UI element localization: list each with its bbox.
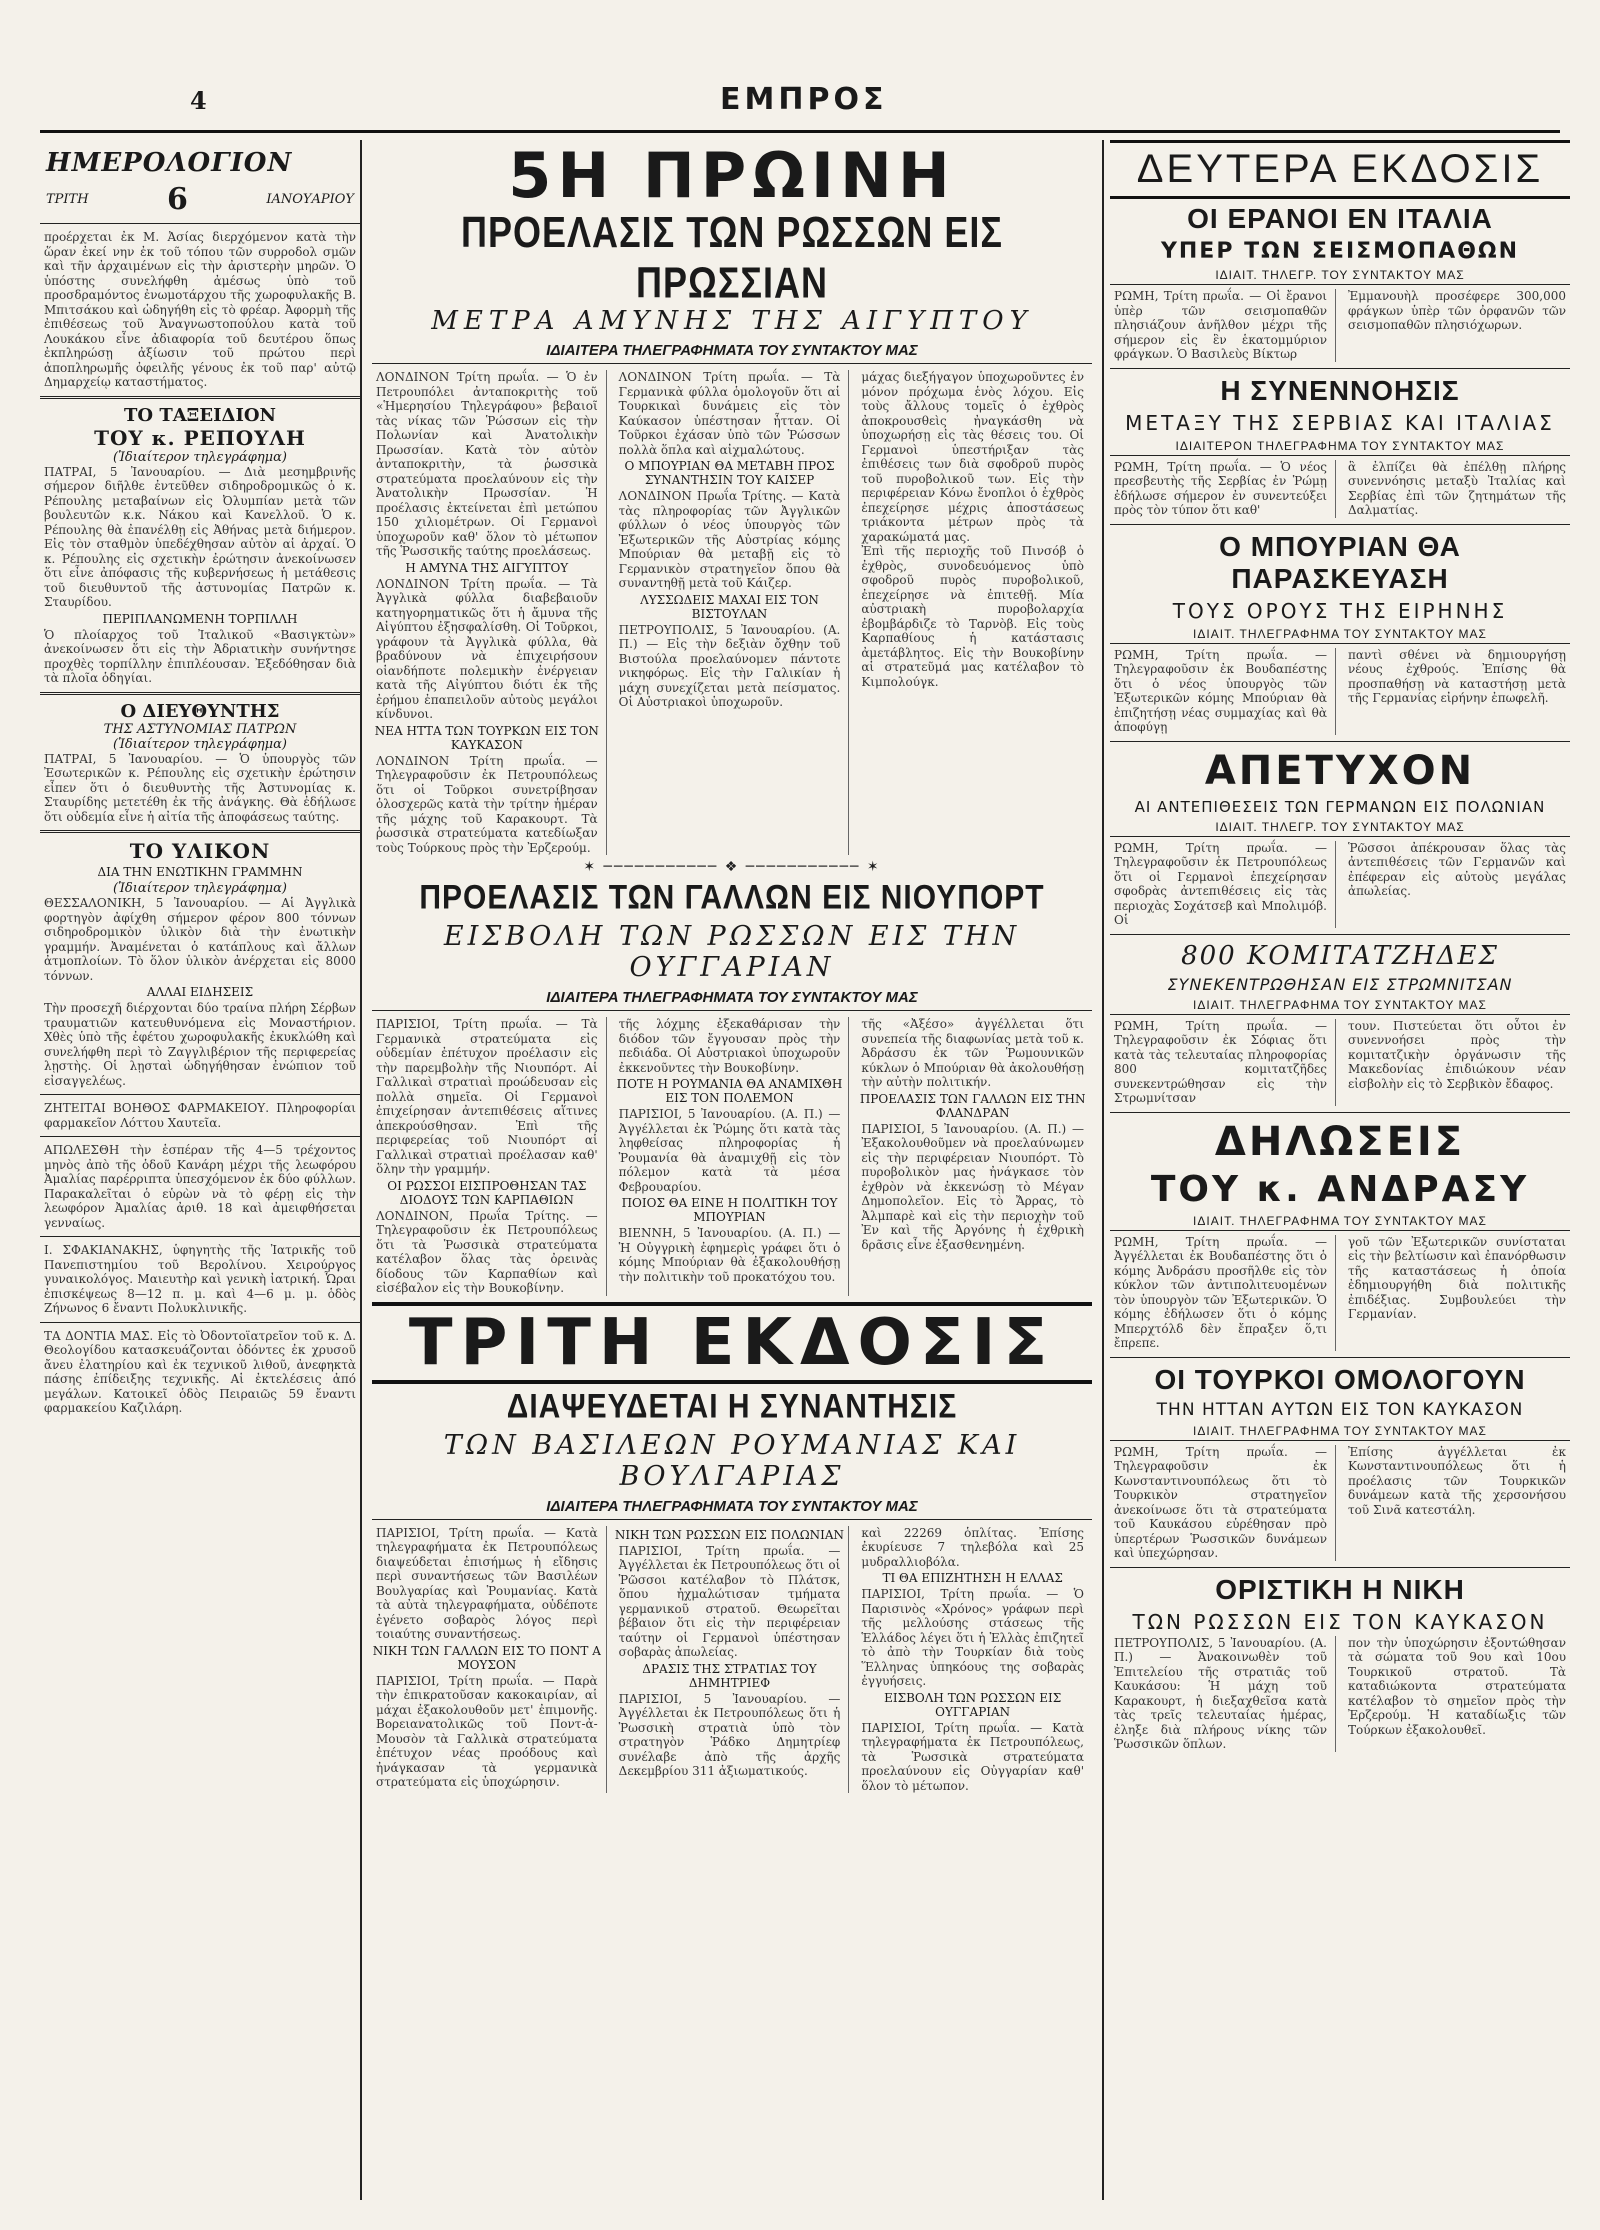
third-edition-banner: ΤΡΙΤΗ ΕΚΔΟΣΙΣ bbox=[372, 1302, 1092, 1384]
article-para: ΡΩΜΗ, Τρίτη πρωΐα. — Τηλεγραφοῦσιν ἐκ Κωνσταντινουπόλεως ὅτι τὸ Τουρκικὸν στρατηγεῖον ἀνεκοίνωσε ὅτι τὰ στρατεύματα τοῦ Καυκάσου εὑρέθησαν πρὸ ὑπερτέρων Ῥωσσικῶν δυνάμεων καὶ ὑπεχώρησαν. bbox=[1114, 1444, 1327, 1560]
article-para: ΠΕΤΡΟΥΠΟΛΙΣ, 5 Ἰανουαρίου. (Α. Π.) — Ἀνακοινωθὲν τοῦ Ἐπιτελείου τῆς στρατιᾶς τοῦ Καυκάσου: Ἡ μάχη τοῦ Καρακουρτ, ἡ διεξαχθεῖσα κατὰ τὰς τρεῖς τελευταίας ἡμέρας, ἐληξε διὰ πλήρους νίκης τῶν Ῥωσσικῶν ὅπλων. bbox=[1114, 1635, 1327, 1751]
subhead: ΠΟΙΟΣ ΘΑ ΕΙΝΕ Η ΠΟΛΙΤΙΚΗ ΤΟΥ ΜΠΟΥΡΙΑΝ bbox=[621, 1196, 838, 1224]
article-para: ΛΟΝΔΙΝΟΝ, Πρωΐα Τρίτης. — Τηλεγραφοῦσιν ἐκ Πετρουπόλεως ὅτι τὰ Ῥωσσικὰ στρατεύματα κατέλαβον ὅλας τὰς ὀρεινὰς δίοδους τῶν Καρπαθίων καὶ εἰσέβαλον εἰς τὴν Βουκοβίνην. bbox=[376, 1208, 598, 1295]
masthead bbox=[40, 80, 1560, 133]
article-col-a bbox=[372, 1017, 607, 1296]
article-para: ΡΩΜΗ, Τρίτη πρωΐα. — Ἀγγέλλεται ἐκ Βουδαπέστης ὅτι ὁ κόμης Ἀνδράσυ προσῆλθε εἰς τὸν κύκλον τῶν ἀντιπολιτευομένων τὸν ὑπουργὸν τῶν Ἐξωτερικῶν. Ὁ κόμης ἐδήλωσεν ὅτι ὁ κόμης Μπερχτόλδ δὲν ἔπραξεν ὅ,τι ἔπρεπε. bbox=[1114, 1234, 1327, 1350]
telegram-banner: ΙΔΙΑΙΤΕΡΟΝ ΤΗΛΕΓΡΑΦΗΜΑ ΤΟΥ ΣΥΝΤΑΚΤΟΥ ΜΑΣ bbox=[1110, 439, 1570, 456]
subhead: ΝΙΚΗ ΤΩΝ ΡΩΣΣΩΝ ΕΙΣ ΠΟΛΩΝΙΑΝ bbox=[614, 1527, 845, 1542]
article-para: τουν. Πιστεύεται ὅτι οὗτοι ἐν συνεννοήσει πρὸς τὴν κομιτατζικὴν ὀργάνωσιν τῆς Μακεδονίας ἐπιδιώκουν νέαν εἰσβολὴν εἰς τὸ Σερβικὸν ἔδαφος. bbox=[1348, 1018, 1566, 1091]
article-col-c bbox=[857, 370, 1092, 855]
article-col-b bbox=[615, 1526, 850, 1794]
edition-banner: 5Η ΠΡΩΙΝΗ bbox=[508, 140, 956, 212]
subhead: ΛΥΣΣΩΔΕΙΣ ΜΑΧΑΙ ΕΙΣ ΤΟΝ ΒΙΣΤΟΥΛΑΝ bbox=[640, 592, 819, 621]
article-para: ΠΑΡΙΣΙΟΙ, Τρίτη πρωΐα. — Ἀγγέλλεται ἐκ Πετρουπόλεως ὅτι οἱ Ῥῶσσοι κατέλαβον τὸ Πλάτσκ, ὅπου ἠχμαλώτισαν τμήματα γερμανικοῦ στρατοῦ. Θεωρεῖται βέβαιον ὅτι εἰς τὴν περιφέρειαν ταύτην οἱ Γερμανοὶ ὑπέστησαν σοβαρὰς ἀπωλείας. bbox=[618, 1543, 841, 1659]
article-para: παντὶ σθένει νὰ δημιουργήσῃ νέους ἐχθρούς. Ἐπίσης θὰ προσπαθήσῃ νὰ καταστήσῃ μετὰ τῆς Γερμανίας εἰρήνην ἐπωφελῆ. bbox=[1348, 647, 1566, 705]
article-para: ΡΩΜΗ, Τρίτη πρωΐα. — Τηλεγραφοῦσιν ἐκ Βουδαπέστης ὅτι ὁ νέος ὑπουργὸς τῶν Ἐξωτερικῶν κόμης Μπούριαν θὰ ἐπιζητήσῃ νέας συμμαχίας καὶ θὰ ἀποφύγῃ bbox=[1114, 647, 1327, 734]
telegram-banner: ΙΔΙΑΙΤΕΡΑ ΤΗΛΕΓΡΑΦΗΜΑΤΑ ΤΟΥ ΣΥΝΤΑΚΤΟΥ ΜΑΣ bbox=[372, 342, 1092, 364]
article-para: ΠΕΤΡΟΥΠΟΛΙΣ, 5 Ἰανουαρίου. (Α. Π.) — Εἰς τὴν δεξιὰν ὄχθην τοῦ Βιστούλα προελαύνομεν πάντοτε νικηφόρως. Εἰς τὴν Γαλικίαν ἡ μάχη συνεχίζεται μετὰ πείσματος. Οἱ Αὐστριακοὶ ὑποχωροῦν. bbox=[618, 622, 841, 709]
article-para: ΠΑΡΙΣΙΟΙ, 5 Ἰανουαρίου. (Α. Π.) — Ἐξακολουθοῦμεν νὰ προελαύνωμεν εἰς τὴν περιφέρειαν Νιουπόρτ. Τὸ πυροβολικὸν μας ἠνάγκασε τὸν ἐχθρὸν νὰ ἐκκενώσῃ τὸ Μέγαν Δημοπολεῖον. Εἰς τὸ Ἄρρας, τὸ Ἀλμπαρὲ καὶ εἰς τὴν περιοχὴν τοῦ Ἐν καὶ τῆς Ἀργόνης ἡ ἐχθρικὴ δρᾶσις εἶνε ἐξασθενημένη. bbox=[861, 1121, 1084, 1252]
headline-director: Ο ΔΙΕΥΘΥΝΤΗΣ bbox=[120, 700, 280, 722]
article-other-news: Τὴν προσεχῆ διέρχονται δύο τραίνα πλήρη Σέρβων τραυματιῶν κατευθυνόμενα εἰς Μοναστήριον. Χθὲς ὑπὸ τῆς ἐφέτου χωροφυλακῆς ἐκυκλώθη καὶ συνελήφθη περὶ τὸ Ζαγγλιβέριον τῆς περιφερείας λῃστὴς. Οἱ λῃσταὶ ὡδηγήθησαν ἐνώπιον τοῦ εἰσαγγελέως. bbox=[44, 1001, 356, 1088]
article-para: ΠΑΡΙΣΙΟΙ, Τρίτη πρωΐα. — Κατὰ τηλεγραφήματα ἐκ Πετρουπόλεως διαψεύδεται ἐπισήμως ἡ εἴδησις περὶ συναντήσεως τῶν Βασιλέων Βουλγαρίας καὶ Ῥουμανίας. Κατὰ τὰ αὐτὰ τηλεγραφήματα, οὐδέποτε ἐγένετο σοβαρὸς λόγος περὶ τοιαύτης συναντήσεως. bbox=[376, 1525, 598, 1641]
subhead: ΝΕΑ ΗΤΤΑ ΤΩΝ ΤΟΥΡΚΩΝ ΕΙΣ ΤΟΝ ΚΑΥΚΑΣΟΝ bbox=[374, 723, 599, 752]
telegram-note: (Ἰδιαίτερον τηλεγράφημα) bbox=[113, 449, 287, 465]
article-para: ΒΙΕΝΝΗ, 5 Ἰανουαρίου. (Α. Π.) — Ἡ Οὐγγρικὴ ἐφημερὶς γράφει ὅτι ὁ κόμης Μπούριαν θὰ ἐξακολουθήσῃ τὴν πολιτικὴν τοῦ προκατόχου του. bbox=[618, 1226, 841, 1284]
article-turks bbox=[1110, 1445, 1570, 1561]
almanac-body: προέρχεται ἐκ Μ. Ἀσίας διερχόμενον κατὰ τὴν ὥραν ἐκεί νην ἐκ τοῦ τόπου τῶν συρροδολ σμῶν καὶ τῆν ἀρχαιμένων εἰς τὴν ἀριστερὴν μηρῶν. Ὁ ὑπόστης συνελήφθη ἀμέσως ὑπὸ τοῦ προσδραμόντος ἐνωμοτάρχου τῆς χωροφυλακῆς Β. Μπιτσάκου καὶ ὡδηγήθη εἰς τὸ φρέαρ. Ἀφορμὴ τῆς ἐπιθέσεως τοῦ Ἀναγνωστοπούλου κατὰ τοῦ Λουκάκου εἶνε ἀδιαφορία τοῦ δευτέρου ὅπως ἐκπληρώσῃ ἀξίωσιν τοῦ πρώτου περὶ ἀποπληρωμῆς ὀφειλῆς γένους ἐκ τοῦ παρ' αὐτῷ Δημαρχείῳ καταστήματος. bbox=[44, 230, 356, 389]
article-counterattacks bbox=[1110, 841, 1570, 928]
article-para: ΛΟΝΔΙΝΟΝ Τρίτη πρωΐα. — Τὰ Ἀγγλικὰ φύλλα διαβεβαιοῦν κατηγορηματικῶς ὅτι ἡ ἄμυνα τῆς Αἰγύπτου ἐξησφαλίσθη. Οἱ Τοῦρκοι, γράφουν τὰ Ἀγγλικὰ φύλλα, θὰ βραδύνουν νὰ ἐπιχειρήσουν οἱανδήποτε πολεμικὴν ἐνέργειαν κατὰ τῆς Αἰγύπτου διότι ἐκ τῆς ἐρήμου ἐπαπειλοῦν αὐτοὺς μεγάλοι κίνδυνοι. bbox=[376, 576, 598, 721]
telegram-banner: ΙΔΙΑΙΤ. ΤΗΛΕΓΡ. ΤΟΥ ΣΥΝΤΑΚΤΟΥ ΜΑΣ bbox=[1110, 820, 1570, 837]
headline-journey-2: ΤΟΥ κ. ΡΕΠΟΥΛΗ bbox=[94, 425, 306, 450]
headline-statements: ΔΗΛΩΣΕΙΣ bbox=[1214, 1118, 1466, 1165]
headline-journey: ΤΟ ΤΑΞΕΙΔΙΟΝ bbox=[123, 404, 277, 426]
articles-block-1 bbox=[372, 370, 1092, 855]
headline-meeting-denied: ΔΙΑΨΕΥΔΕΤΑΙ Η ΣΥΝΑΝΤΗΣΙΣ bbox=[506, 1386, 958, 1425]
article-burian bbox=[1110, 648, 1570, 735]
subhead: ΤΙ ΘΑ ΕΠΙΖΗΤΗΣΗ Η ΕΛΛΑΣ bbox=[882, 1571, 1063, 1585]
page-marker: 4 bbox=[190, 86, 207, 115]
article-para: ΛΟΝΔΙΝΟΝ Τρίτη πρωΐα. — Τηλεγραφοῦσιν ἐκ Πετρουπόλεως ὅτι οἱ Τοῦρκοι συνετρίβησαν ὁλοσχερῶς κατὰ τὴν τρίτην ἡμέραν τῆς μάχης τοῦ Καρακουρτ. Τὰ ῥωσσικὰ στρατεύματα κατεδίωξαν τοὺς Τούρκους πρὸς τὴν Ἐρζερούμ. bbox=[376, 753, 598, 855]
article-director: ΠΑΤΡΑΙ, 5 Ἰανουαρίου. — Ὁ ὑπουργὸς τῶν Ἐσωτερικῶν κ. Ρέπουλης εἰς σχετικὴν ἐρώτησιν εἶπεν ὅτι ὁ διευθυντὴς τῆς Ἀστυνομίας κ. Σταυρίδης μετετέθη ἐκ τῆς ἀνάγκης. Θὰ ἐδήλωσε ὅτι οὐδεμία εἶνε ἡ αἰτία τῆς ἀποφάσεως ταύτης. bbox=[44, 751, 356, 824]
article-para: πον τὴν ὑποχώρησιν ἐξοντώθησαν τὰ σώματα τοῦ 9ου καὶ 10ου Τουρκικοῦ στρατοῦ. Τὰ καταδιώκοντα στρατεύματα κατέλαβον τὸ σημεῖον πρὸς τὴν Ἐρζερούμ. Ἡ καταδίωξις τῶν Τούρκων ἐξακολουθεῖ. bbox=[1348, 1635, 1566, 1737]
article-understanding bbox=[1110, 460, 1570, 518]
article-material: ΘΕΣΣΑΛΟΝΙΚΗ, 5 Ἰανουαρίου. — Αἱ Ἀγγλικὰ φορτηγὸν ἀφίχθη σήμερον φέρον 800 τόννων σιδηροδρομικὸν ὑλικὸν διὰ τὴν ἐνωτικὴν γραμμήν. Ἀναμένεται ὁ κατάπλους καὶ ἄλλων ἀτμοπλοίων. Τὸ ὅλον ὑλικὸν ἀνέρχεται εἰς 8000 τόννων. bbox=[44, 896, 356, 983]
subhead: ΠΟΤΕ Η ΡΟΥΜΑΝΙΑ ΘΑ ΑΝΑΜΙΧΘΗ ΕΙΣ ΤΟΝ ΠΟΛΕΜΟΝ bbox=[616, 1077, 843, 1105]
ad-lost: ΑΠΩΛΕΣΘΗ τὴν ἑσπέραν τῆς 4—5 τρέχοντος μηνὸς ἀπὸ τῆς ὁδοῦ Κανάρη μέχρι τῆς λεωφόρου Ἀμαλίας παρέρριπτα ὑπεσχόμενον ἐκ δύο φύλλων. Παρακαλεῖται ὁ εὑρὼν νὰ τὸ φέρῃ εἰς τὴν λεωφόρον Ἀμαλίας ἀριθ. 18 καὶ ἀμειφθήσεται γενναίως. bbox=[44, 1143, 356, 1230]
headline-final-victory: ΟΡΙΣΤΙΚΗ Η ΝΙΚΗ bbox=[1215, 1573, 1465, 1605]
subhead: Η ΑΜΥΝΑ ΤΗΣ ΑΙΓΥΠΤΟΥ bbox=[405, 560, 569, 575]
article-para: Ἐπὶ τῆς περιοχῆς τοῦ Πινσόβ ὁ ἐχθρὸς, συνοδευόμενος ὑπὸ σφοδροῦ πυρὸς πυροβολικοῦ, ἐπεχείρησε νὰ ἐπιτεθῇ. Μία αὐστριακὴ πυροβολαρχία ἐβομβάρδιζε τὸ Ταρνὸβ. Εἰς τοὺς Καρπαθίους ἡ κατάστασις ἀμετάβλητος. Εἰς τὴν Βουκοβίνην αἱ στρατεῦμά μας κατέλαβον τὸ Κιμπολούγκ. bbox=[861, 544, 1084, 689]
newspaper-brand: ΕΜΠΡΟΣ bbox=[720, 82, 888, 117]
article-para: ΠΑΡΙΣΙΟΙ, 5 Ἰανουαρίου. — Ἀγγέλλεται ἐκ Πετρουπόλεως ὅτι ἡ Ῥωσσικὴ στρατιὰ ὑπὸ τὸν στρατηγὸν Ῥάδκο Δημητρίεφ συνέλαβε ἀπὸ τῆς ἀρχῆς Δεκεμβρίου 311 ἀξιωματικούς. bbox=[618, 1691, 841, 1778]
article-col-b bbox=[615, 1017, 850, 1296]
telegram-banner: ΙΔΙΑΙΤ. ΤΗΛΕΓΡΑΦΗΜΑ ΤΟΥ ΣΥΝΤΑΚΤΟΥ ΜΑΣ bbox=[1110, 1214, 1570, 1231]
headline-russians-caucasus: ΤΩΝ ΡΩΣΣΩΝ ΕΙΣ ΤΟΝ ΚΑΥΚΑΣΟΝ bbox=[1132, 1609, 1548, 1634]
article-para: ΠΑΡΙΣΙΟΙ, Τρίτη πρωΐα. — Κατὰ τηλεγραφήματα ἐκ Πετρουπόλεως, τὰ Ῥωσσικὰ στρατεύματα προελαύνουν εἰς Οὐγγαρίαν καθ' ὅλον τὸ μέτωπον. bbox=[861, 1720, 1084, 1793]
headline-serbia-italy: ΜΕΤΑΞΥ ΤΗΣ ΣΕΡΒΙΑΣ ΚΑΙ ΙΤΑΛΙΑΣ bbox=[1125, 410, 1555, 435]
article-para: τῆς λόχμης ἐξεκαθάρισαν τὴν διόδον τῶν ἔγγουσαν πρὸς τὴν πεδιάδα. Οἱ Αὐστριακοὶ ὑποχωροῦν ἐκκενοῦντες τὴν Βουκοβίνην. bbox=[618, 1017, 841, 1075]
headline-turks-admit: ΟΙ ΤΟΥΡΚΟΙ ΟΜΟΛΟΓΟΥΝ bbox=[1154, 1363, 1526, 1395]
article-col-b bbox=[615, 370, 850, 855]
article-para: ΠΑΡΙΣΙΟΙ, Τρίτη πρωΐα. — Τὰ Γερμανικὰ στρατεύματα εἰς οὐδεμίαν ἐπέτυχον προέλασιν εἰς τὴν παρεμβολὴν τῆς Νιουπόρτ. Αἱ Γαλλικαὶ στρατιαὶ προώδευσαν εἰς πολλὰ σημεῖα. Οἱ Γερμανοὶ ἐπιχείρησαν ἀντεπιθέσεις αἵτινες ἀπεκρούσθησαν. Ἐπὶ τῆς περιφερείας τοῦ Νιουπόρτ αἱ Γαλλικαὶ στρατιαὶ προέλασαν καθ' ὅλην τὴν γραμμήν. bbox=[376, 1017, 598, 1176]
column-right bbox=[1102, 140, 1570, 2200]
article-comitadjis bbox=[1110, 1019, 1570, 1106]
article-andrassy bbox=[1110, 1235, 1570, 1351]
telegram-banner: ΙΔΙΑΙΤ. ΤΗΛΕΓΡ. ΤΟΥ ΣΥΝΤΑΚΤΟΥ ΜΑΣ bbox=[1110, 268, 1570, 285]
headline-understanding: Η ΣΥΝΕΝΝΟΗΣΙΣ bbox=[1220, 374, 1460, 406]
articles-block-2 bbox=[372, 1017, 1092, 1296]
subhead: ΝΙΚΗ ΤΩΝ ΓΑΛΛΩΝ ΕΙΣ ΤΟ ΠΟΝΤ Α ΜΟΥΣΟΝ bbox=[372, 1643, 601, 1672]
telegram-banner: ΙΔΙΑΙΤ. ΤΗΛΕΓΡΑΦΗΜΑ ΤΟΥ ΣΥΝΤΑΚΤΟΥ ΜΑΣ bbox=[1110, 1424, 1570, 1441]
headline-egypt-defense: ΜΕΤΡΑ ΑΜΥΝΗΣ ΤΗΣ ΑΙΓΥΠΤΟΥ bbox=[431, 306, 1033, 336]
headline-earthquake-victims: ΥΠΕΡ ΤΩΝ ΣΕΙΣΜΟΠΑΘΩΝ bbox=[1160, 239, 1520, 264]
article-para: ΡΩΜΗ, Τρίτη πρωΐα. — Ὁ νέος πρεσβευτὴς τῆς Σερβίας ἐν Ῥώμῃ ἐδήλωσε σήμερον ἐν συνεντεύξει πρὸς τὸν τύπον ὅτι καθ' bbox=[1114, 459, 1327, 517]
article-fundraising bbox=[1110, 289, 1570, 362]
second-edition-banner: ΔΕΥΤΕΡΑ ΕΚΔΟΣΙΣ bbox=[1110, 140, 1570, 199]
headline-german-counterattacks: ΑΙ ΑΝΤΕΠΙΘΕΣΕΙΣ ΤΩΝ ΓΕΡΜΑΝΩΝ ΕΙΣ ΠΟΛΩΝΙΑΝ bbox=[1134, 797, 1546, 816]
article-para: ΠΑΡΙΣΙΟΙ, Τρίτη πρωΐα. — Παρὰ τὴν ἐπικρατοῦσαν κακοκαιρίαν, αἱ μάχαι ἐξακολουθοῦν μετ' ἐπιμονῆς. Βορειανατολικῶς τοῦ Ποντ-ἀ-Μουσὸν τὰ Γαλλικὰ στρατεύματα ἐπέτυχον νέας προόδους καὶ ἠνάγκασαν τὰ γερμανικὰ στρατεύματα εἰς ὑποχώρησιν. bbox=[376, 1673, 598, 1789]
headline-strumica: ΣΥΝΕΚΕΝΤΡΩΘΗΣΑΝ ΕΙΣ ΣΤΡΩΜΝΙΤΣΑΝ bbox=[1167, 974, 1513, 994]
article-para: ἃ ἐλπίζει θὰ ἐπέλθῃ πλήρης συνεννόησις μεταξὺ Ἰταλίας καὶ Σερβίας ἐπὶ τῶν ζητημάτων τῆς Δαλματίας. bbox=[1348, 459, 1566, 517]
almanac-title: ΗΜΕΡΟΛΟΓΙΟΝ bbox=[46, 148, 293, 178]
headline-burian-peace: Ο ΜΠΟΥΡΙΑΝ ΘΑ ΠΑΡΑΣΚΕΥΑΣΗ bbox=[1219, 530, 1461, 594]
article-para: ΛΟΝΔΙΝΟΝ Τρίτη πρωΐα. — Τὰ Γερμανικὰ φύλλα ὁμολογοῦν ὅτι αἱ Τουρκικαὶ δυνάμεις εἰς τὸν Καύκασον ὑπέστησαν ἧτταν. Οἱ Τοῦρκοι ἐχάσαν ὑπὸ τῶν Ῥώσσων πολλὰ ὅπλα καὶ αἰχμαλώτους. bbox=[618, 370, 841, 457]
headline-peace-terms: ΤΟΥΣ ΟΡΟΥΣ ΤΗΣ ΕΙΡΗΝΗΣ bbox=[1172, 598, 1508, 623]
article-journey: ΠΑΤΡΑΙ, 5 Ἰανουαρίου. — Διὰ μεσημβρινῆς σήμερον διῆλθε ἐντεῦθεν σιδηροδρομικῶς ὁ κ. Ρέπουλης μεταβαίνων εἰς Ὀλυμπίαν μετὰ τῶν βουλευτῶν κ.κ. Νάκου καὶ Κανελλοῦ. Ὁ κ. Ρέπουλης θὰ ἐπανέλθῃ εἰς Ἀθήνας μετὰ διήμερον. Εἰς τὸν σταθμὸν ὑπεδέχθησαν αὐτὸν αἱ ἀρχαί. Ὁ κ. Ρέπουλης εἰς σχετικὴν ἐρώτησιν ἀνεκοίνωσεν ὅτι εἶνε ἀπόφασις τῆς κυβερνήσεως ἡ μετάθεσις τοῦ διευθυντοῦ τῆς ἀστυνομίας Πατρῶν κ. Σταυρίδου. bbox=[44, 464, 356, 609]
telegram-banner: ΙΔΙΑΙΤΕΡΑ ΤΗΛΕΓΡΑΦΗΜΑΤΑ ΤΟΥ ΣΥΝΤΑΚΤΟΥ ΜΑΣ bbox=[372, 1498, 1092, 1520]
article-para: ΡΩΜΗ, Τρίτη πρωΐα. — Οἱ ἔρανοι ὑπὲρ τῶν σεισμοπαθῶν πλησιάζουν ἀνῆλθον μέχρι τῆς σήμερον εἰς ἓν ἑκατομμύριον φράγκων. Ὁ Βασιλεὺς Βίκτωρ bbox=[1114, 289, 1327, 361]
headline-kings: ΤΩΝ ΒΑΣΙΛΕΩΝ ΡΟΥΜΑΝΙΑΣ ΚΑΙ ΒΟΥΛΓΑΡΙΑΣ bbox=[443, 1429, 1021, 1492]
column-center bbox=[372, 140, 1092, 2200]
article-para: Ῥῶσσοι ἀπέκρουσαν ὅλας τὰς ἀντεπιθέσεις τῶν Γερμανῶν καὶ ἐπέφεραν εἰς αὐτοὺς μεγάλας ἀπωλείας. bbox=[1348, 840, 1566, 898]
almanac-month: ΙΑΝΟΥΑΡΙΟΥ bbox=[266, 192, 354, 207]
article-para: ΡΩΜΗ, Τρίτη πρωΐα. — Τηλεγραφοῦσιν ἐκ Σόφιας ὅτι κατὰ τὰς τελευταίας πληροφορίας 800 κομιτατζῆδες συνεκεντρώθησαν εἰς τὴν Στρωμνίτσαν bbox=[1114, 1018, 1327, 1105]
telegram-banner: ΙΔΙΑΙΤΕΡΑ ΤΗΛΕΓΡΑΦΗΜΑΤΑ ΤΟΥ ΣΥΝΤΑΚΤΟΥ ΜΑΣ bbox=[372, 989, 1092, 1011]
subhead: ΕΙΣΒΟΛΗ ΤΩΝ ΡΩΣΣΩΝ ΕΙΣ ΟΥΓΓΑΡΙΑΝ bbox=[884, 1690, 1062, 1719]
article-torpedo: Ὁ πλοίαρχος τοῦ Ἰταλικοῦ «Βασιγκτὼν» ἀνεκοίνωσεν ὅτι εἰς τὴν Ἀδριατικὴν συνήντησε προχθὲς τορπίλλην ἐπιπλέουσαν. Ἐξεδόθησαν διὰ τὰ πλοῖα ὁδηγίαι. bbox=[44, 627, 356, 685]
headline-hungary-invasion: ΕΙΣΒΟΛΗ ΤΩΝ ΡΩΣΣΩΝ ΕΙΣ ΤΗΝ ΟΥΓΓΑΡΙΑΝ bbox=[443, 921, 1021, 983]
articles-block-3 bbox=[372, 1526, 1092, 1794]
ad-dentist: ΤΑ ΔΟΝΤΙΑ ΜΑΣ. Εἰς τὸ Ὀδοντοϊατρεῖον τοῦ κ. Δ. Θεολογίδου κατασκευάζονται ὀδόντες ἐκ χρυσοῦ ἄνευ ἐλατηρίου καὶ ἐκ τεχνικοῦ λιθοῦ, ἀνεφηκτὰ πάσης ἐπίδειξης τεχνικῆς. Αἱ ἐκτελέσεις ἀπό μεγάλων. Κατοικεῖ ὁδὸς Πειραιῶς 59 ἔναντι φαρμακείου Καζιλάρη. bbox=[44, 1328, 356, 1415]
article-col-c bbox=[857, 1017, 1092, 1296]
article-para: ΡΩΜΗ, Τρίτη πρωΐα. — Τηλεγραφοῦσιν ἐκ Πετρουπόλεως ὅτι οἱ Γερμανοὶ ἐπεχείρησαν σφοδρὰς ἀντεπιθέσεις εἰς τὰς περιοχὰς Σοχάτσεβ καὶ Μπολιμόβ. Οἱ bbox=[1114, 840, 1327, 927]
article-final-victory bbox=[1110, 1636, 1570, 1752]
telegram-banner: ΙΔΙΑΙΤ. ΤΗΛΕΓΡΑΦΗΜΑ ΤΟΥ ΣΥΝΤΑΚΤΟΥ ΜΑΣ bbox=[1110, 998, 1570, 1015]
column-left bbox=[40, 140, 362, 2200]
telegram-banner: ΙΔΙΑΙΤ. ΤΗΛΕΓΡΑΦΗΜΑ ΤΟΥ ΣΥΝΤΑΚΤΟΥ ΜΑΣ bbox=[1110, 627, 1570, 644]
article-para: Ἐμμανουὴλ προσέφερε 300,000 φράγκων ὑπὲρ τῶν ὀρφανῶν τῶν σεισμοπαθῶν πλησιόχωρων. bbox=[1348, 289, 1566, 332]
ad-pharmacy: ΖΗΤΕΙΤΑΙ ΒΟΗΘΟΣ ΦΑΡΜΑΚΕΙΟΥ. Πληροφορίαι φαρμακεῖον Λόττου Χαυτεῖα. bbox=[44, 1101, 356, 1130]
headline-andrassy: ΤΟΥ κ. ΑΝΔΡΑΣΥ bbox=[1150, 1168, 1530, 1210]
article-para: ΛΟΝΔΙΝΟΝ Τρίτη πρωΐα. — Ὁ ἐν Πετρουπόλει ἀνταποκριτὴς τοῦ «Ἡμερησίου Τηλεγράφου» βεβαιοῖ τὰς νίκας τῶν Ῥώσσων εἰς τὴν Πολωνίαν καὶ Ἀνατολικὴν Πρωσσίαν. Κατὰ τὸν αὐτὸν ἀνταποκριτὴν, τὰ ῥωσσικὰ στρατεύματα προελαύνουν εἰς τὴν Ἀνατολικὴν Πρωσσίαν. Ἡ προέλασις ἐκτείνεται ἐπὶ μετώπου 150 χιλιομέτρων. Οἱ Γερμανοὶ ὑποχωροῦν καθ' ὅλον τὸ μέτωπον τῆς Ῥωσσικῆς ταύτης προελάσεως. bbox=[376, 370, 598, 558]
article-para: ΠΑΡΙΣΙΟΙ, 5 Ἰανουαρίου. (Α. Π.) — Ἀγγέλλεται ἐκ Ῥώμης ὅτι κατὰ τὰς ληφθείσας πληροφορίας ἡ Ῥουμανία θὰ ἀναμιχθῇ εἰς τὸν πόλεμον κατὰ τὰ μέσα Φεβρουαρίου. bbox=[618, 1107, 841, 1194]
ornament-divider: ✶ ─────────── ❖ ─────────── ✶ bbox=[583, 859, 881, 875]
headline-italy-fundraising: ΟΙ ΕΡΑΝΟΙ ΕΝ ΙΤΑΛΙΑ bbox=[1187, 203, 1493, 234]
article-col-c bbox=[857, 1526, 1092, 1794]
almanac-day-name: ΤΡΙΤΗ bbox=[46, 192, 89, 207]
telegram-note: (Ἰδιαίτερον τηλεγράφημα) bbox=[113, 736, 287, 752]
subhead: ΔΡΑΣΙΣ ΤΗΣ ΣΤΡΑΤΙΑΣ ΤΟΥ ΔΗΜΗΤΡΙΕΦ bbox=[642, 1661, 817, 1690]
almanac-date bbox=[46, 182, 354, 217]
headline-french-nieuport: ΠΡΟΕΛΑΣΙΣ ΤΩΝ ΓΑΛΛΩΝ ΕΙΣ ΝΙΟΥΠΟΡΤ bbox=[419, 878, 1045, 917]
article-para: ΠΑΡΙΣΙΟΙ, Τρίτη πρωΐα. — Ὁ Παρισινὸς «Χρόνος» γράφων περὶ τῆς μελλούσης στάσεως τῆς Ἑλλάδος λέγει ὅτι ἡ Ἑλλὰς ἐπιζητεῖ τὸ ἀπὸ τὴν Τουρκίαν διὰ τοὺς Ἕλληνας ὑπηκόους της σοβαρὰς ἐγγυήσεις. bbox=[861, 1587, 1084, 1688]
article-para: ΛΟΝΔΙΝΟΝ Πρωΐα Τρίτης. — Κατὰ τὰς πληροφορίας τῶν Ἀγγλικῶν φύλλων ὁ νέος ὑπουργὸς τῶν Ἐξωτερικῶν τῆς Αὐστρίας κόμης Μπούριαν θὰ μεταβῇ εἰς τὸ Γερμανικὸν στρατηγεῖον ὅπου θὰ συναντηθῇ μετὰ τοῦ Κάιζερ. bbox=[618, 489, 841, 590]
article-para: Ἐπίσης ἀγγέλλεται ἐκ Κωνσταντινουπόλεως ὅτι ἡ προέλασις τῶν Τουρκικῶν δυνάμεων κατὰ τῆς χερσονήσου τοῦ Σινᾶ κατεστάλη. bbox=[1348, 1444, 1566, 1517]
headline-material-sub: ΔΙΑ ΤΗΝ ΕΝΩΤΙΚΗΝ ΓΡΑΜΜΗΝ bbox=[97, 865, 303, 879]
ad-doctor: Ι. ΣΦΑΚΙΑΝΑΚΗΣ, ὑφηγητὴς τῆς Ἰατρικῆς τοῦ Πανεπιστημίου τοῦ Βερολίνου. Χειρούργος γυναικολόγος. Μαιευτὴρ καὶ γενικὴ ἰατρική. Ὧραι ἐπισκέψεως 8—12 π. μ. καὶ 4—6 μ. μ. ὁδὸς Ζήνωνος 6 ἔναντι Πολυκλινικῆς. bbox=[44, 1243, 356, 1315]
headline-material: ΤΟ ΥΛΙΚΟΝ bbox=[129, 839, 271, 863]
subhead: ΠΡΟΕΛΑΣΙΣ ΤΩΝ ΓΑΛΛΩΝ ΕΙΣ ΤΗΝ ΦΛΑΝΔΡΑΝ bbox=[859, 1091, 1086, 1120]
headline-caucasus-defeat: ΤΗΝ ΗΤΤΑΝ ΑΥΤΩΝ ΕΙΣ ΤΟΝ ΚΑΥΚΑΣΟΝ bbox=[1156, 1399, 1524, 1420]
almanac-day: 6 bbox=[167, 182, 188, 217]
article-col-a bbox=[372, 1526, 607, 1794]
subhead: Ο ΜΠΟΥΡΙΑΝ ΘΑ ΜΕΤΑΒΗ ΠΡΟΣ ΣΥΝΑΝΤΗΣΙΝ ΤΟΥ ΚΑΙΣΕΡ bbox=[624, 459, 835, 487]
article-para: μάχας διεξήγαγον ὑποχωροῦντες ἐν μόνον πρόχωμα ἑνὸς λόχου. Εἰς τοὺς ἄλλους τομεῖς ὁ ἐχθρὸς ἀποκρουσθεὶς ἠναγκάσθη νὰ ὑποχωρήσῃ εἰς τὰς θέσεις του. Οἱ Γερμανοὶ ὑπεστήριξαν τὰς ἐπιθέσεις των διὰ σφοδροῦ πυρὸς τοῦ πυροβολικοῦ των. Εἰς τὴν περιφέρειαν Κόνω ἔνοπλοι ὁ ἐχθρὸς ἐπεχείρησε μέχρις ἀποστάσεως τριάκοντα μέτρων πρὸς τὰ χαρακώματά μας. bbox=[861, 370, 1084, 544]
article-para: γοῦ τῶν Ἐξωτερικῶν συνίσταται εἰς τὴν βελτίωσιν καὶ ἐπανόρθωσιν τῆς καταστάσεως ἡ ὁποία ἐδημιουργήθη διὰ πολιτικῆς ἐπιδέξιας. Συμβουλεύει τὴν Γερμανίαν. bbox=[1348, 1234, 1566, 1321]
headline-comitadjis: 800 ΚΟΜΙΤΑΤΖΗΔΕΣ bbox=[1181, 940, 1499, 971]
subhead: ΟΙ ΡΩΣΣΟΙ ΕΙΣΠΡΟΘΗΣΑΝ ΤΑΣ ΔΙΟΔΟΥΣ ΤΩΝ ΚΑΡΠΑΘΙΩΝ bbox=[387, 1178, 587, 1207]
telegram-note: (Ἰδιαίτερον τηλεγράφημα) bbox=[113, 881, 287, 896]
headline-failed: ΑΠΕΤΥΧΟΝ bbox=[1204, 747, 1476, 794]
headline-russian-advance: ΠΡΟΕΛΑΣΙΣ ΤΩΝ ΡΩΣΣΩΝ ΕΙΣ ΠΡΩΣΣΙΑΝ bbox=[460, 207, 1003, 308]
article-para: τῆς «Ἀξέσο» ἀγγέλλεται ὅτι συνεπεία τῆς διαφωνίας μετὰ τοῦ κ. Ἀδράσσυ ἐκ τῶν Ῥωμουνικῶν κύκλων ὁ Μπούριαν θὰ ἀκολουθήσῃ τὴν αὐτὴν πολιτικήν. bbox=[861, 1017, 1084, 1089]
headline-other-news: ΑΛΛΑΙ ΕΙΔΗΣΕΙΣ bbox=[146, 985, 254, 999]
headline-torpedo: ΠΕΡΙΠΛΑΝΩΜΕΝΗ ΤΟΡΠΙΛΛΗ bbox=[102, 611, 298, 626]
article-para: καὶ 22269 ὁπλίτας. Ἐπίσης ἐκυρίευσε 7 τηλεβόλα καὶ 25 μυδραλλιοβόλα. bbox=[861, 1525, 1084, 1569]
article-col-a bbox=[372, 370, 607, 855]
headline-director-sub: ΤΗΣ ΑΣΤΥΝΟΜΙΑΣ ΠΑΤΡΩΝ bbox=[103, 721, 297, 737]
